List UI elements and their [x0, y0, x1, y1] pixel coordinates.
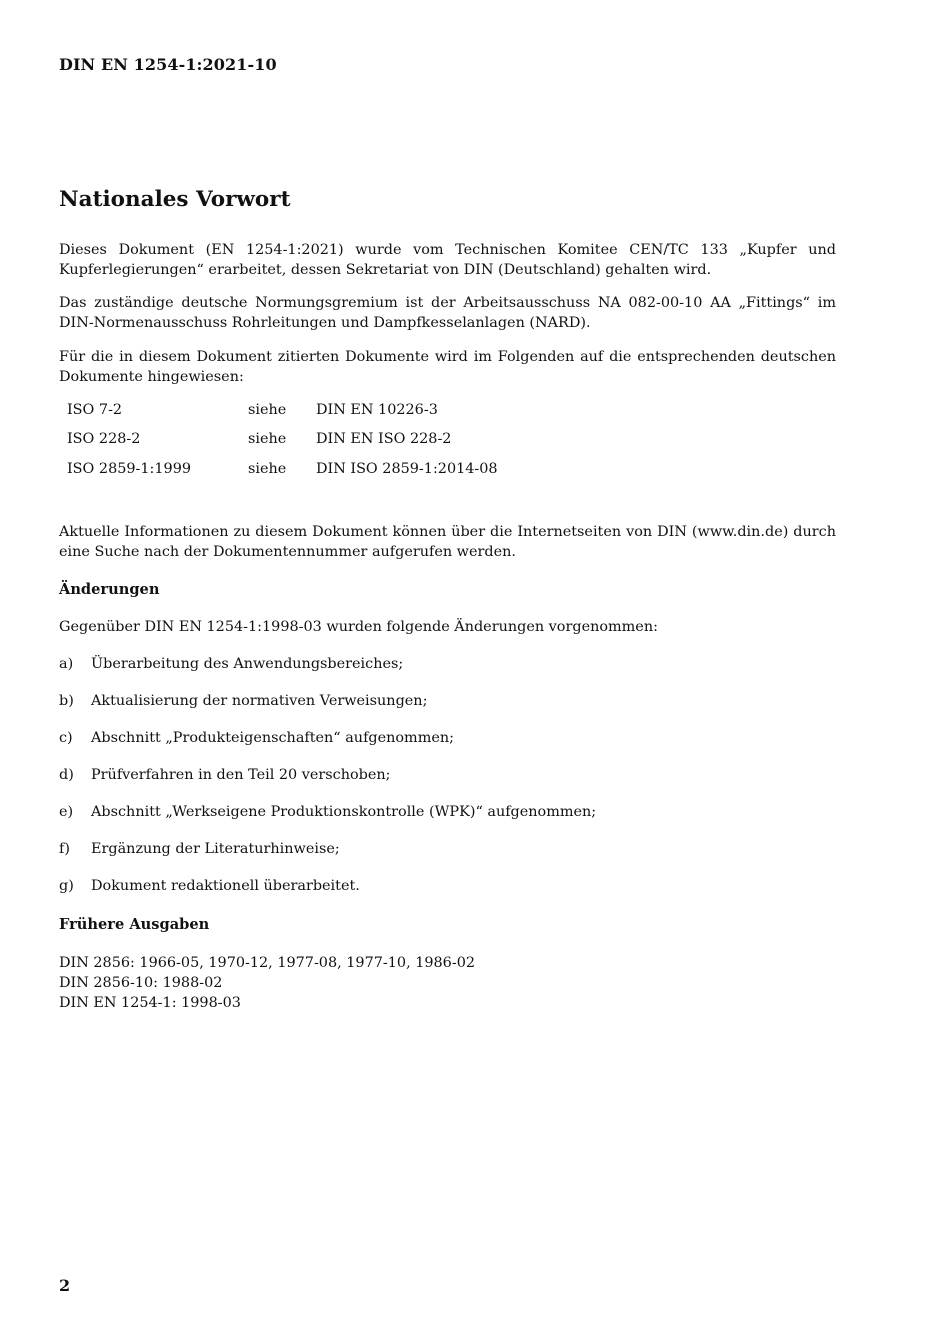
previous-edition-line: DIN EN 1254-1: 1998-03 — [59, 995, 241, 1011]
reference-see: siehe — [248, 431, 287, 447]
document-header: DIN EN 1254-1:2021-10 — [59, 55, 277, 74]
list-item-text: Überarbeitung des Anwendungsbereiches; — [91, 656, 404, 672]
paragraph-online-info: Aktuelle Informationen zu diesem Dokument können über die Internetseiten von DIN (www.din.de) durch eine Suche nach der Dokumentennummer aufgerufen werden. — [59, 524, 836, 560]
reference-german: DIN ISO 2859-1:2014-08 — [316, 461, 498, 477]
list-item-label: e) — [59, 804, 74, 820]
reference-cited: ISO 2859-1:1999 — [67, 461, 192, 477]
previous-edition-line: DIN 2856: 1966-05, 1970-12, 1977-08, 1977-10, 1986-02 — [59, 955, 476, 971]
reference-cited: ISO 7-2 — [67, 402, 123, 418]
list-item-label: a) — [59, 656, 74, 672]
reference-see: siehe — [248, 461, 287, 477]
reference-german: DIN EN ISO 228-2 — [316, 431, 452, 447]
list-item-label: f) — [59, 841, 70, 857]
changes-intro: Gegenüber DIN EN 1254-1:1998-03 wurden folgende Änderungen vorgenommen: — [59, 619, 658, 635]
list-item-label: g) — [59, 878, 74, 894]
reference-see: siehe — [248, 402, 287, 418]
document-page — [59, 0, 836, 1343]
page-number: 2 — [59, 1276, 71, 1295]
changes-heading: Änderungen — [59, 581, 160, 598]
previous-editions-heading: Frühere Ausgaben — [59, 916, 210, 933]
list-item-label: d) — [59, 767, 74, 783]
paragraph-standards-body: Das zuständige deutsche Normungsgremium ist der Arbeitsausschuss NA 082-00-10 AA „Fittings“ im DIN-Normenausschuss Rohrleitungen und Dampfkesselanlagen (NARD). — [59, 295, 836, 331]
list-item-text: Dokument redaktionell überarbeitet. — [91, 878, 360, 894]
list-item-text: Prüfverfahren in den Teil 20 verschoben; — [91, 767, 391, 783]
section-title: Nationales Vorwort — [59, 187, 291, 212]
paragraph-references-intro: Für die in diesem Dokument zitierten Dokumente wird im Folgenden auf die entsprechenden deutschen Dokumente hingewiesen: — [59, 349, 836, 385]
list-item-label: c) — [59, 730, 73, 746]
list-item-text: Ergänzung der Literaturhinweise; — [91, 841, 340, 857]
list-item-label: b) — [59, 693, 74, 709]
list-item-text: Abschnitt „Produkteigenschaften“ aufgenommen; — [91, 730, 454, 746]
previous-edition-line: DIN 2856-10: 1988-02 — [59, 975, 223, 991]
paragraph-committee: Dieses Dokument (EN 1254-1:2021) wurde vom Technischen Komitee CEN/TC 133 „Kupfer und Kupferlegierungen“ erarbeitet, dessen Sekretariat von DIN (Deutschland) gehalten wird. — [59, 242, 836, 278]
list-item-text: Abschnitt „Werkseigene Produktionskontrolle (WPK)“ aufgenommen; — [91, 804, 597, 820]
list-item-text: Aktualisierung der normativen Verweisungen; — [91, 693, 428, 709]
reference-german: DIN EN 10226-3 — [316, 402, 438, 418]
reference-cited: ISO 228-2 — [67, 431, 141, 447]
